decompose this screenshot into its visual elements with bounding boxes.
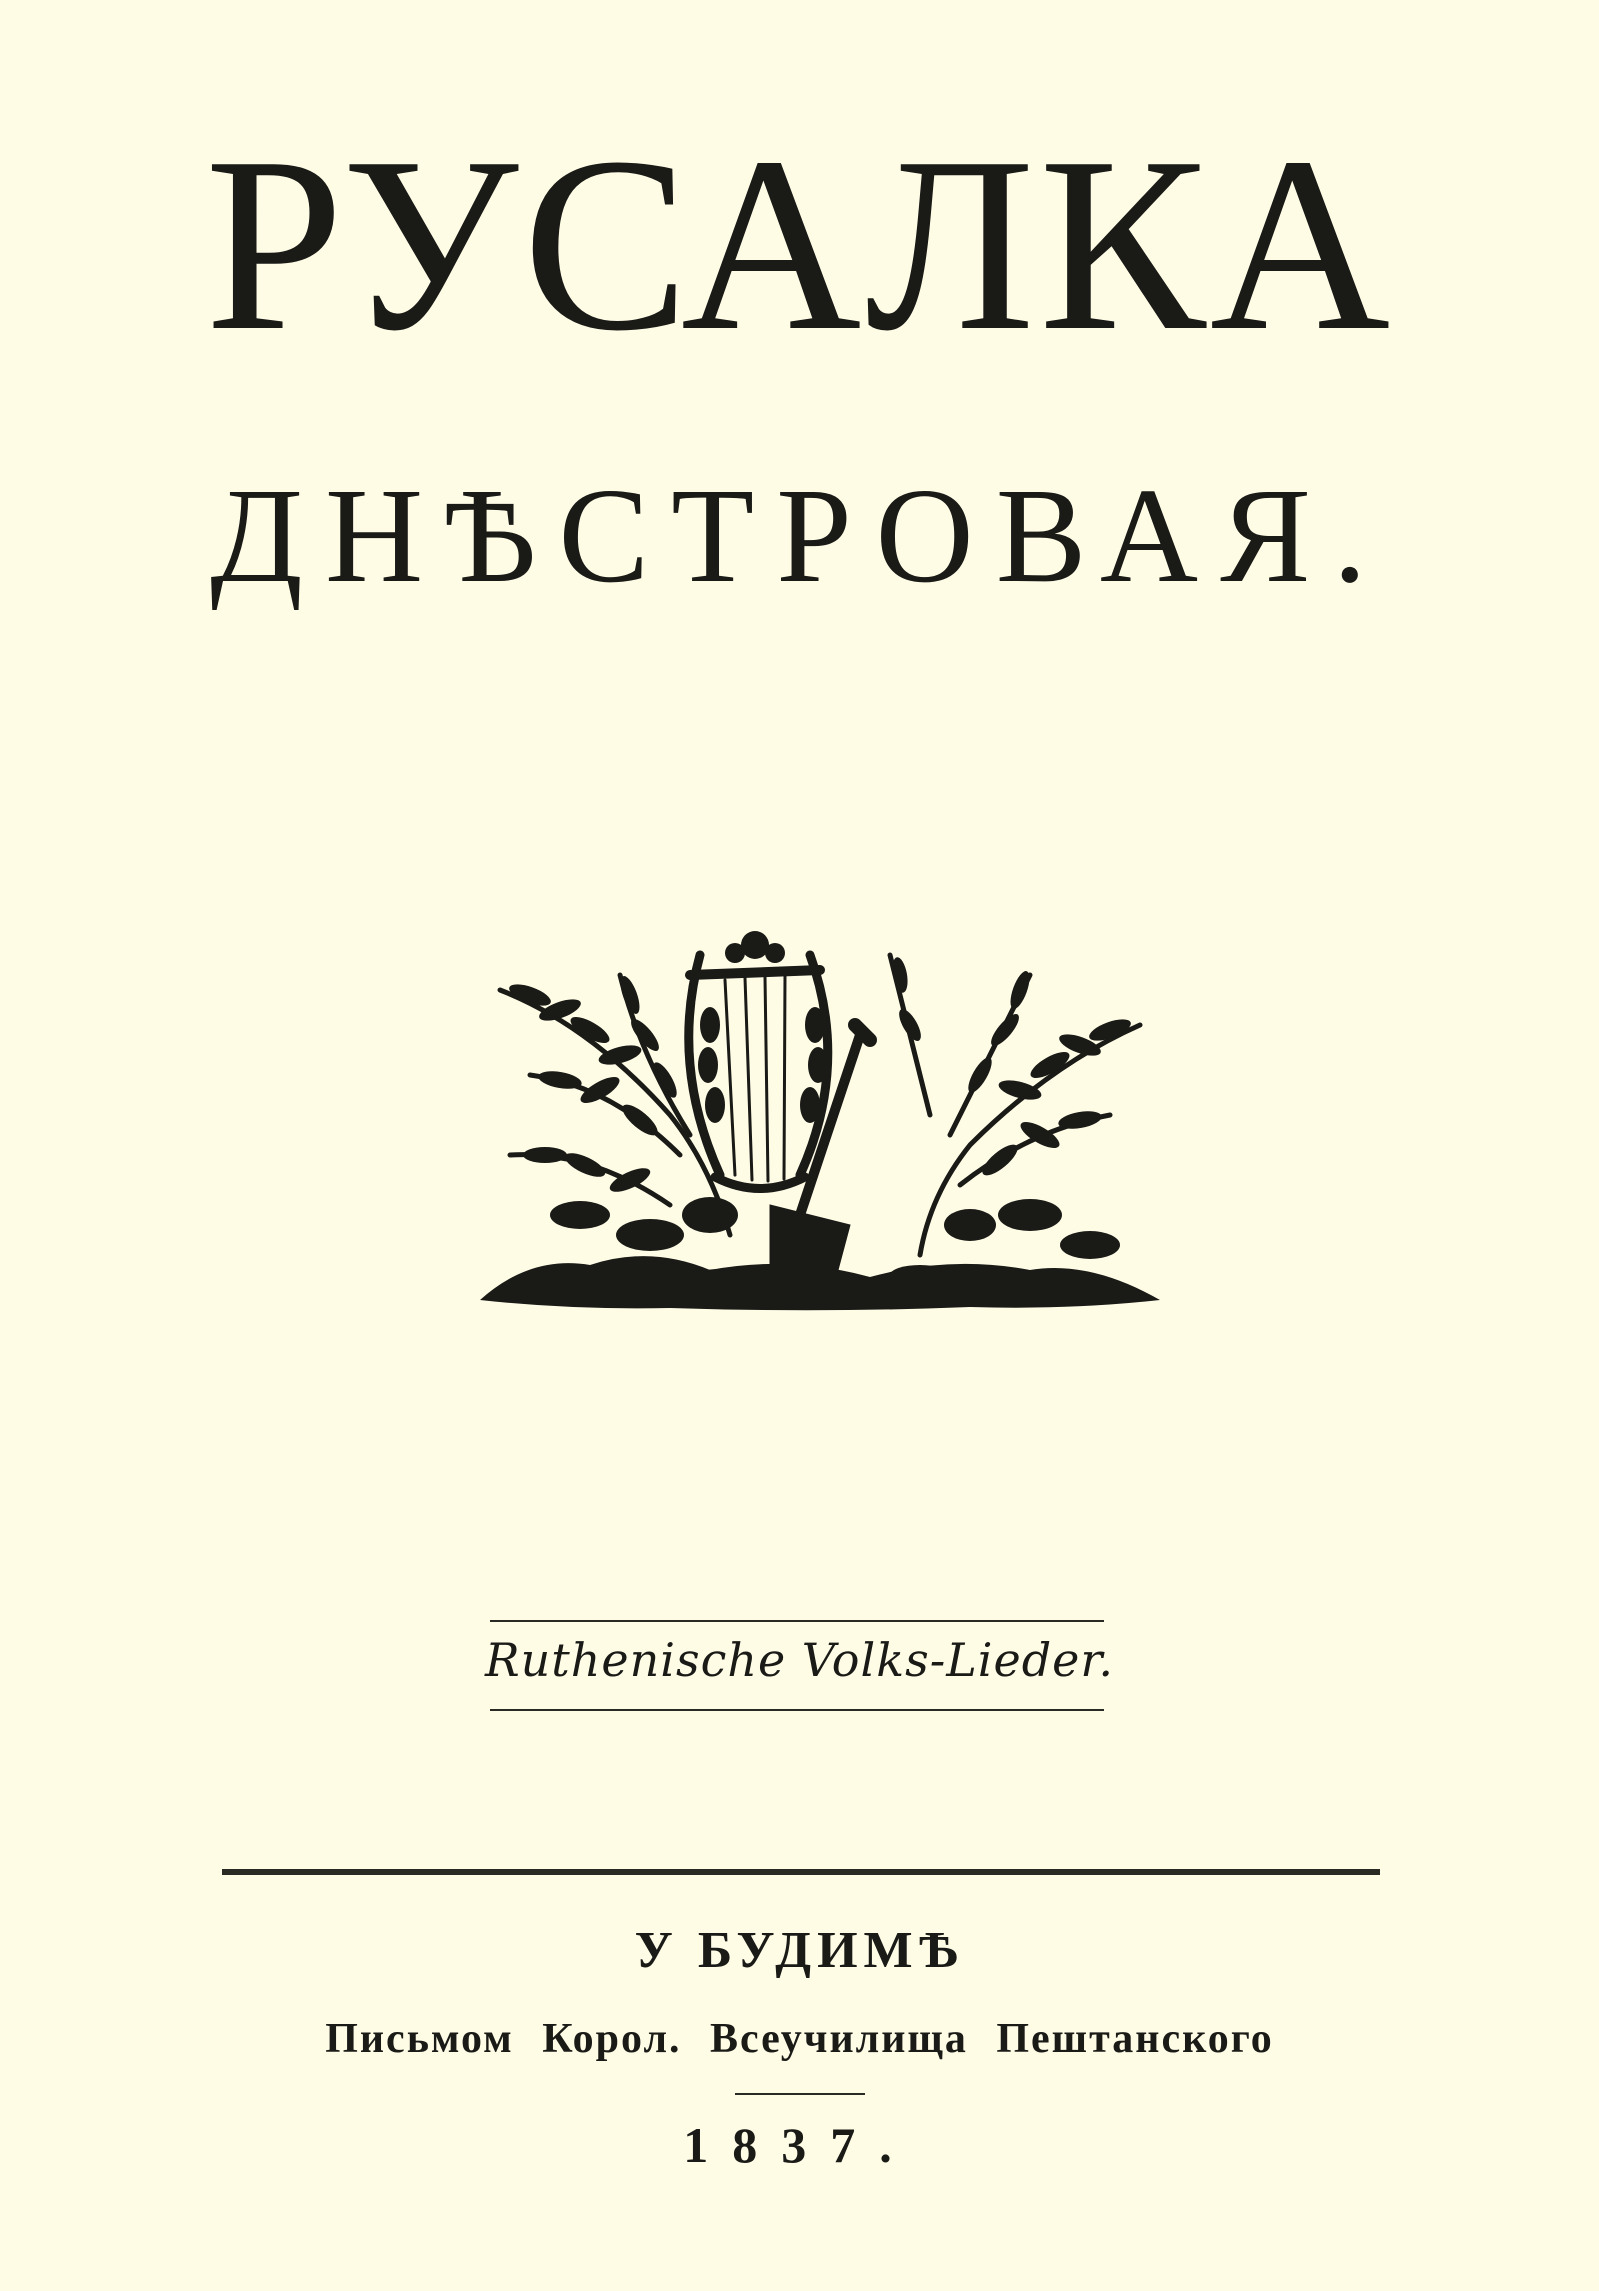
german-subtitle-rule-bottom	[490, 1709, 1104, 1711]
imprint-rule	[222, 1869, 1380, 1875]
imprint-year-rule	[735, 2093, 865, 2095]
book-title: РУСАЛКА	[204, 106, 1395, 383]
german-subtitle-rule-top	[490, 1620, 1104, 1622]
imprint-printer: Письмом Корол. Всеучилища Пештанского	[325, 2016, 1274, 2062]
german-subtitle: Ruthenische Volks-Lieder.	[485, 1633, 1114, 1687]
imprint-year: 1837.	[683, 2117, 916, 2173]
imprint-place: У БУДИМѢ	[634, 1922, 965, 1979]
book-subtitle: ДНѢСТРОВАЯ.	[210, 461, 1389, 611]
lyre-wreath-spade-icon	[470, 915, 1170, 1335]
